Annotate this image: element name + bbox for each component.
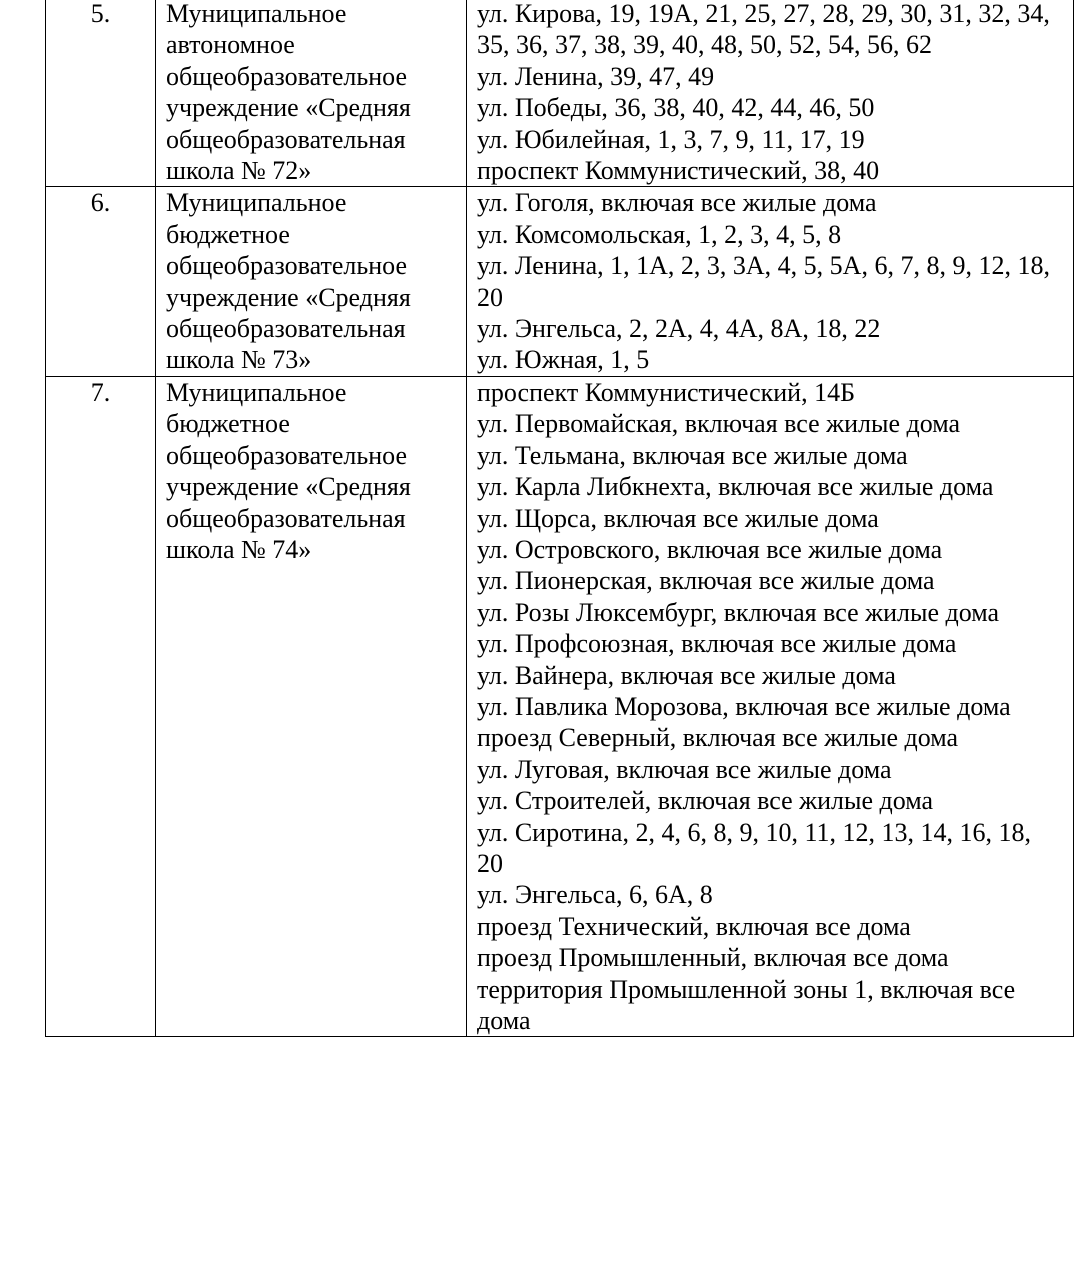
school-name-line: общеобразовательное <box>166 251 407 281</box>
school-name-line: учреждение «Средняя <box>166 282 411 312</box>
address-line: ул. Островского, включая все жилые дома <box>477 534 943 564</box>
address-line: ул. Комсомольская, 1, 2, 3, 4, 5, 8 <box>477 219 842 249</box>
address-line: ул. Строителей, включая все жилые дома <box>477 786 934 816</box>
address-line: ул. Вайнера, включая все жилые дома <box>477 660 896 690</box>
school-name-cell <box>156 0 467 187</box>
address-line: ул. Пионерская, включая все жилые дома <box>477 566 935 596</box>
address-line: территория Промышленной зоны 1, включая все дома <box>477 974 1016 1035</box>
address-line: ул. Ленина, 1, 1А, 2, 3, 3А, 4, 5, 5А, 6, 7, 8, 9, 12, 18, 20 <box>477 251 1050 312</box>
school-name-cell <box>156 376 467 1037</box>
school-name-line: учреждение «Средняя <box>166 93 411 123</box>
address-line: ул. Розы Люксембург, включая все жилые дома <box>477 597 1000 627</box>
address-line: проспект Коммунистический, 38, 40 <box>477 156 880 186</box>
address-line: ул. Южная, 1, 5 <box>477 345 650 375</box>
school-name-line: автономное <box>166 30 295 60</box>
address-line: ул. Павлика Морозова, включая все жилые дома <box>477 691 1011 721</box>
school-name-line: бюджетное <box>166 219 290 249</box>
school-name-line: Муниципальное <box>166 0 347 28</box>
address-line: проезд Технический, включая все дома <box>477 911 911 941</box>
address-line: проспект Коммунистический, 14Б <box>477 377 856 407</box>
address-line: ул. Гоголя, включая все жилые дома <box>477 188 877 218</box>
table-row <box>46 376 1074 1037</box>
school-name-cell <box>156 187 467 376</box>
address-line: ул. Ленина, 39, 47, 49 <box>477 61 715 91</box>
address-line: ул. Карла Либкнехта, включая все жилые дома <box>477 472 994 502</box>
address-line: ул. Юбилейная, 1, 3, 7, 9, 11, 17, 19 <box>477 124 865 154</box>
school-name-line: общеобразовательное <box>166 440 407 470</box>
row-number-cell <box>46 187 156 376</box>
school-name-line: общеобразовательная <box>166 314 406 344</box>
school-name-line: общеобразовательная <box>166 124 406 154</box>
row-number: 5. <box>90 0 111 28</box>
school-name-line: общеобразовательное <box>166 61 407 91</box>
address-line: ул. Сиротина, 2, 4, 6, 8, 9, 10, 11, 12, 13, 14, 16, 18, 20 <box>477 817 1032 878</box>
school-name-line: бюджетное <box>166 409 290 439</box>
school-name-line: Муниципальное <box>166 377 347 407</box>
address-line: ул. Первомайская, включая все жилые дома <box>477 409 961 439</box>
row-number-cell <box>46 376 156 1037</box>
address-line: ул. Энгельса, 2, 2А, 4, 4А, 8А, 18, 22 <box>477 314 881 344</box>
table-row <box>46 187 1074 376</box>
row-number: 6. <box>90 188 111 218</box>
address-line: ул. Профсоюзная, включая все жилые дома <box>477 629 957 659</box>
address-list-cell <box>467 0 1074 187</box>
address-line: проезд Промышленный, включая все дома <box>477 943 949 973</box>
address-list-cell <box>467 187 1074 376</box>
school-name-line: школа № 74» <box>166 534 312 564</box>
address-line: проезд Северный, включая все жилые дома <box>477 723 959 753</box>
address-line: ул. Щорса, включая все жилые дома <box>477 503 879 533</box>
address-line: ул. Кирова, 19, 19А, 21, 25, 27, 28, 29, 30, 31, 32, 34, 35, 36, 37, 38, 39, 40, 48, 50, 52, 54, 56, 62 <box>477 0 1050 60</box>
address-line: ул. Победы, 36, 38, 40, 42, 44, 46, 50 <box>477 93 875 123</box>
address-line: ул. Энгельса, 6, 6А, 8 <box>477 880 713 910</box>
address-line: ул. Луговая, включая все жилые дома <box>477 754 892 784</box>
address-list-cell <box>467 376 1074 1037</box>
school-name-line: учреждение «Средняя <box>166 472 411 502</box>
row-number: 7. <box>90 377 111 407</box>
row-number-cell <box>46 0 156 187</box>
school-name-line: Муниципальное <box>166 188 347 218</box>
table-row <box>46 0 1074 187</box>
school-name-line: школа № 72» <box>166 156 312 186</box>
schools-address-table <box>45 0 1074 1037</box>
school-name-line: школа № 73» <box>166 345 312 375</box>
address-line: ул. Тельмана, включая все жилые дома <box>477 440 908 470</box>
school-name-line: общеобразовательная <box>166 503 406 533</box>
